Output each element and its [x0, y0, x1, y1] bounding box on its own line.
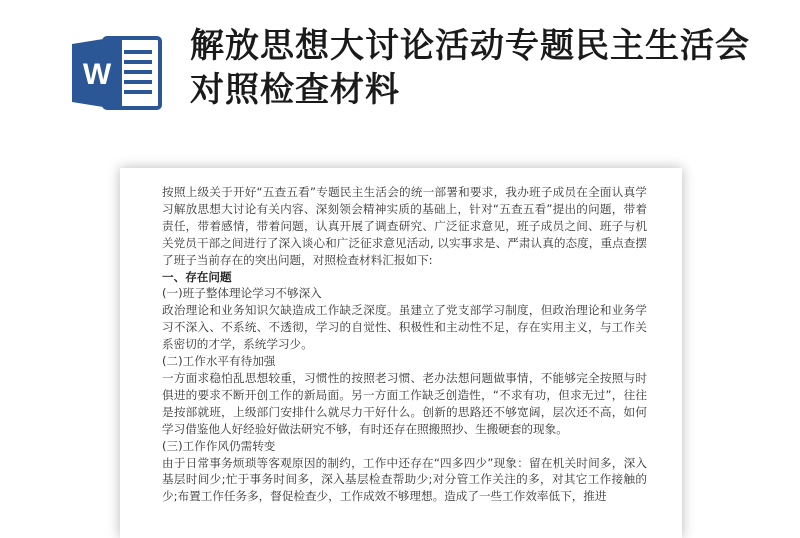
document-page	[120, 168, 682, 538]
page-title: 解放思想大讨论活动专题民主生活会对照检查材料	[190, 26, 750, 110]
section-heading: 一、存在问题	[162, 269, 232, 284]
subsection-heading: (二)工作水平有待加强	[162, 354, 276, 369]
svg-text:W: W	[82, 58, 112, 91]
word-document-icon	[72, 34, 164, 112]
subsection-heading: (一)班子整体理论学习不够深入	[162, 286, 322, 301]
document-content	[162, 184, 647, 505]
intro-paragraph: 按照上级关于开好“五查五看”专题民主生活会的统一部署和要求，我办班子成员在全面认真学习解放思想大讨论有关内容、深刻领会精神实质的基础上，针对“五查五看”提出的问题，带着责任，带着感情，带着问题，认真开展了调查研究、广泛征求意见，班子成员之间、班子与机关党员干部之间进行了深入谈心和广泛征求意见活动, 以实事求是、严肃认真的态度，重点查摆了班子当前存在的突出问题，对照检查材料汇报如下:	[162, 185, 647, 267]
header	[0, 0, 800, 150]
body-paragraph: 政治理论和业务知识欠缺造成工作缺乏深度。虽建立了党支部学习制度，但政治理论和业务学习不深入、不系统、不透彻，学习的自觉性、积极性和主动性不足，存在实用主义，与工作关系密切的才学，系统学习少。	[162, 303, 647, 352]
body-paragraph: 由于日常事务烦琐等客观原因的制约，工作中还存在“四多四少”现象：留在机关时间多，深入基层时间少;忙于事务时间多，深入基层检查帮助少;对分管工作关注的多，对其它工作接触的少;布置工作任务多，督促检查少，工作成效不够理想。造成了一些工作效率低下，推进	[162, 455, 647, 504]
body-paragraph: 一方面求稳怕乱思想较重，习惯性的按照老习惯、老办法想问题做事情，不能够完全按照与时俱进的要求不断开创工作的新局面。另一方面工作缺乏创造性，“不求有功，但求无过”，往往是按部就班，上级部门安排什么就尽力干好什么。创新的思路还不够宽阔，层次还不高，如何学习借鉴他人好经验好做法研究不够，有时还存在照搬照抄、生搬硬套的现象。	[162, 370, 647, 436]
subsection-heading: (三)工作作风仍需转变	[162, 438, 276, 453]
